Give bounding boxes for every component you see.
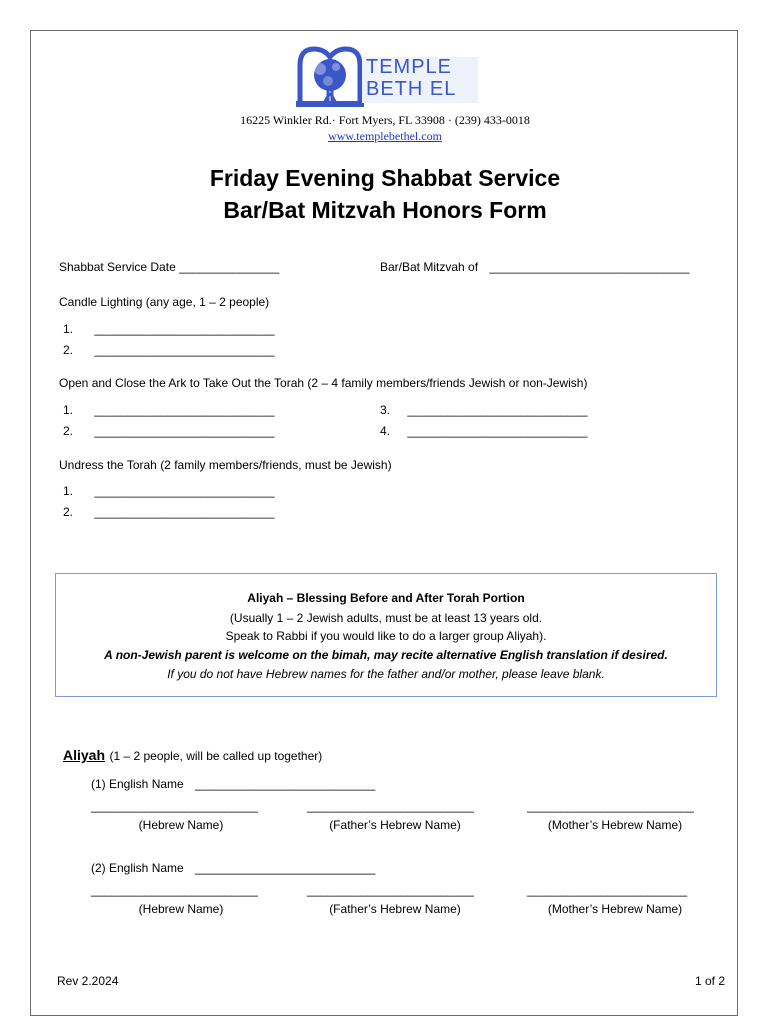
candle-item-2 <box>63 343 275 357</box>
ark-item-4 <box>380 424 588 438</box>
aliyah-heading <box>63 747 322 765</box>
candle-note: (any age, 1 – 2 people) <box>145 295 270 309</box>
ark-item-blank[interactable]: ___________________________ <box>407 424 588 438</box>
undress-item-number: 2. <box>63 505 74 519</box>
tree-arch-logo-icon <box>294 43 366 123</box>
aliyah-entry-1-english <box>91 777 375 791</box>
undress-note: (2 family members/friends, must be Jewish) <box>160 458 392 472</box>
form-page <box>30 30 738 1016</box>
mother-hebrew-name-caption: (Mother’s Hebrew Name) <box>547 902 683 916</box>
mother-hebrew-name-blank[interactable]: _________________________ <box>527 799 694 813</box>
aliyah-info-box <box>55 573 717 697</box>
aliyah-box-heading: Aliyah – Blessing Before and After Torah Portion <box>247 591 525 605</box>
undress-item-number: 1. <box>63 484 74 498</box>
revision-label: Rev 2.2024 <box>57 974 119 988</box>
service-date-label: Shabbat Service Date <box>59 260 176 274</box>
candle-lighting-heading <box>59 295 269 309</box>
ark-item-3 <box>380 403 588 417</box>
candle-heading: Candle Lighting <box>59 295 143 309</box>
mother-hebrew-name-caption: (Mother’s Hebrew Name) <box>547 818 683 832</box>
mitzvah-of-label: Bar/Bat Mitzvah of <box>380 260 479 274</box>
aliyah-box-line-2: Speak to Rabbi if you would like to do a larger group Aliyah). <box>225 629 547 643</box>
undress-item-blank[interactable]: ___________________________ <box>94 484 275 498</box>
mitzvah-of-blank[interactable]: ______________________________ <box>489 260 690 274</box>
hebrew-name-blank[interactable]: _________________________ <box>91 883 258 897</box>
english-name-blank[interactable]: ___________________________ <box>195 861 376 875</box>
hebrew-name-caption: (Hebrew Name) <box>138 818 224 832</box>
ark-item-number: 2. <box>63 424 74 438</box>
aliyah-box-line-4: If you do not have Hebrew names for the father and/or mother, please leave blank. <box>167 667 605 681</box>
aliyah-box-line-1: (Usually 1 – 2 Jewish adults, must be at least 13 years old. <box>229 611 543 625</box>
ark-item-number: 1. <box>63 403 74 417</box>
ark-item-number: 3. <box>380 403 391 417</box>
logo-text-beth-el: BETH EL <box>366 78 457 100</box>
undress-heading <box>59 458 392 472</box>
candle-item-number: 1. <box>63 322 74 336</box>
father-hebrew-name-blank[interactable]: _________________________ <box>307 883 474 897</box>
father-hebrew-name-blank[interactable]: _________________________ <box>307 799 474 813</box>
candle-item-blank[interactable]: ___________________________ <box>94 322 275 336</box>
website-link[interactable]: www.templebethel.com <box>328 129 442 143</box>
hebrew-name-caption: (Hebrew Name) <box>138 902 224 916</box>
ark-item-number: 4. <box>380 424 391 438</box>
ark-item-2 <box>63 424 275 438</box>
father-hebrew-name-caption: (Father’s Hebrew Name) <box>329 902 461 916</box>
mother-hebrew-name-blank[interactable]: ________________________ <box>527 883 688 897</box>
ark-item-blank[interactable]: ___________________________ <box>407 403 588 417</box>
undress-item-1 <box>63 484 275 498</box>
undress-heading-text: Undress the Torah <box>59 458 157 472</box>
candle-item-number: 2. <box>63 343 74 357</box>
candle-item-blank[interactable]: ___________________________ <box>94 343 275 357</box>
ark-item-1 <box>63 403 275 417</box>
temple-logo <box>294 43 482 123</box>
ark-item-blank[interactable]: ___________________________ <box>94 424 275 438</box>
english-name-label: (2) English Name <box>91 861 184 875</box>
service-date-field <box>59 260 279 274</box>
father-hebrew-name-caption: (Father’s Hebrew Name) <box>329 818 461 832</box>
page-number: 1 of 2 <box>694 974 725 988</box>
aliyah-heading-text: Aliyah <box>63 747 106 763</box>
aliyah-box-line-3: A non-Jewish parent is welcome on the bimah, may recite alternative English translation if desired. <box>104 648 668 662</box>
aliyah-note: (1 – 2 people, will be called up together) <box>109 749 323 763</box>
undress-item-blank[interactable]: ___________________________ <box>94 505 275 519</box>
ark-item-blank[interactable]: ___________________________ <box>94 403 275 417</box>
logo-text-temple: TEMPLE <box>366 56 453 78</box>
mitzvah-of-field <box>380 260 690 274</box>
service-date-blank[interactable]: _______________ <box>179 260 280 274</box>
hebrew-name-blank[interactable]: _________________________ <box>91 799 258 813</box>
english-name-blank[interactable]: ___________________________ <box>195 777 376 791</box>
ark-heading: Open and Close the Ark to Take Out the Torah (2 – 4 family members/friends Jewish or non-Jewish) <box>59 376 588 390</box>
english-name-label: (1) English Name <box>91 777 184 791</box>
address: 16225 Winkler Rd.· Fort Myers, FL 33908 · (239) 433-0018 <box>240 113 530 127</box>
candle-item-1 <box>63 322 275 336</box>
undress-item-2 <box>63 505 275 519</box>
aliyah-entry-2-english <box>91 861 375 875</box>
title-line-2: Bar/Bat Mitzvah Honors Form <box>223 197 547 223</box>
title-line-1: Friday Evening Shabbat Service <box>209 165 561 191</box>
